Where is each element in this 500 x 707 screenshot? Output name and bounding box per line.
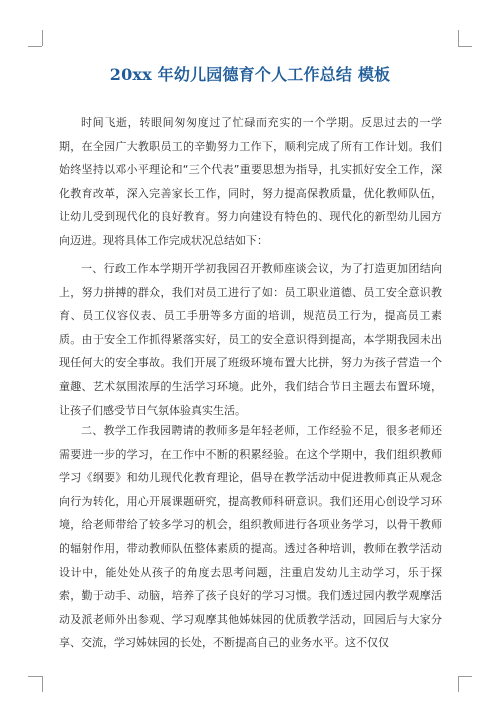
crop-mark-top-left — [42, 30, 43, 46]
paragraph-administration: 一、行政工作本学期开学初我园召开教师座谈会议，为了打造更加团结向上，努力拼搏的群众，我们对员工进行了如：员工职业道德、员工安全意识教育、员工仪容仪表、员工手册等多方面的培训，规范员工行为，提高员工素质。由于安全工作抓得紧落实好，员工的安全意识得到提高，本学期我园未出现任何大的安全事故。我们开展了班级环境布置大比拼，努力为孩子营造一个童趣、艺术氛围浓厚的生活学习环境。此外，我们结合节日主题去布置环境，让孩子们感受节日气氛体验真实生活。 — [59, 262, 442, 417]
crop-mark-bottom-right — [458, 676, 472, 677]
paragraph-teaching: 二、教学工作我园聘请的教师多是年轻老师，工作经验不足，很多老师还需要进一步的学习，在工作中不断的积累经验。在这个学期中，我们组织教师学习《纲要》和幼儿现代化教育理论，倡导在教学活动中促进教师真正从观念向行为转化，用心开展课题研究，提高教师科研意识。我们还用心创设学习环境，给老师带给了较多学习的机会，组织教师进行各项业务学习，以骨干教师的辐射作用，带动教师队伍整体素质的提高。透过各种培训，教师在教学活动设计中，能处处从孩子的角度去思考问题，注重启发幼儿主动学习，乐于探索，勤于动手、动脑，培养了孩子良好的学习习惯。我们透过园内教学观摩活动及派老师外出参观、学习观摩其他姊妹园的优质教学活动，回园后与大家分享、交流，学习姊妹园的长处，不断提高自己的业务水平。这不仅仅 — [59, 424, 442, 650]
crop-mark-top-left — [28, 46, 42, 47]
crop-mark-bottom-left — [42, 676, 43, 692]
crop-mark-bottom-right — [458, 676, 459, 692]
paragraph-intro: 时间飞逝，转眼间匆匆度过了忙碌而充实的一个学期。反思过去的一学期，在全园广大教职员工的辛勤努力工作下，顺利完成了所有工作计划。我们始终坚持以邓小平理论和“三个代表”重要思想为指导，扎实抓好安全工作，深化教育改革，深入完善家长工作，同时，努力提高保教质量，优化教师队伍，让幼儿受到现代化的良好教育。努力向建设有特色的、现代化的新型幼儿园方向迈进。现将具体工作完成状况总结如下： — [59, 116, 442, 247]
document-title: 20xx 年幼儿园德育个人工作总结 模板 — [109, 65, 391, 84]
crop-mark-top-right — [458, 46, 472, 47]
crop-mark-top-right — [458, 30, 459, 46]
crop-mark-bottom-left — [28, 676, 42, 677]
